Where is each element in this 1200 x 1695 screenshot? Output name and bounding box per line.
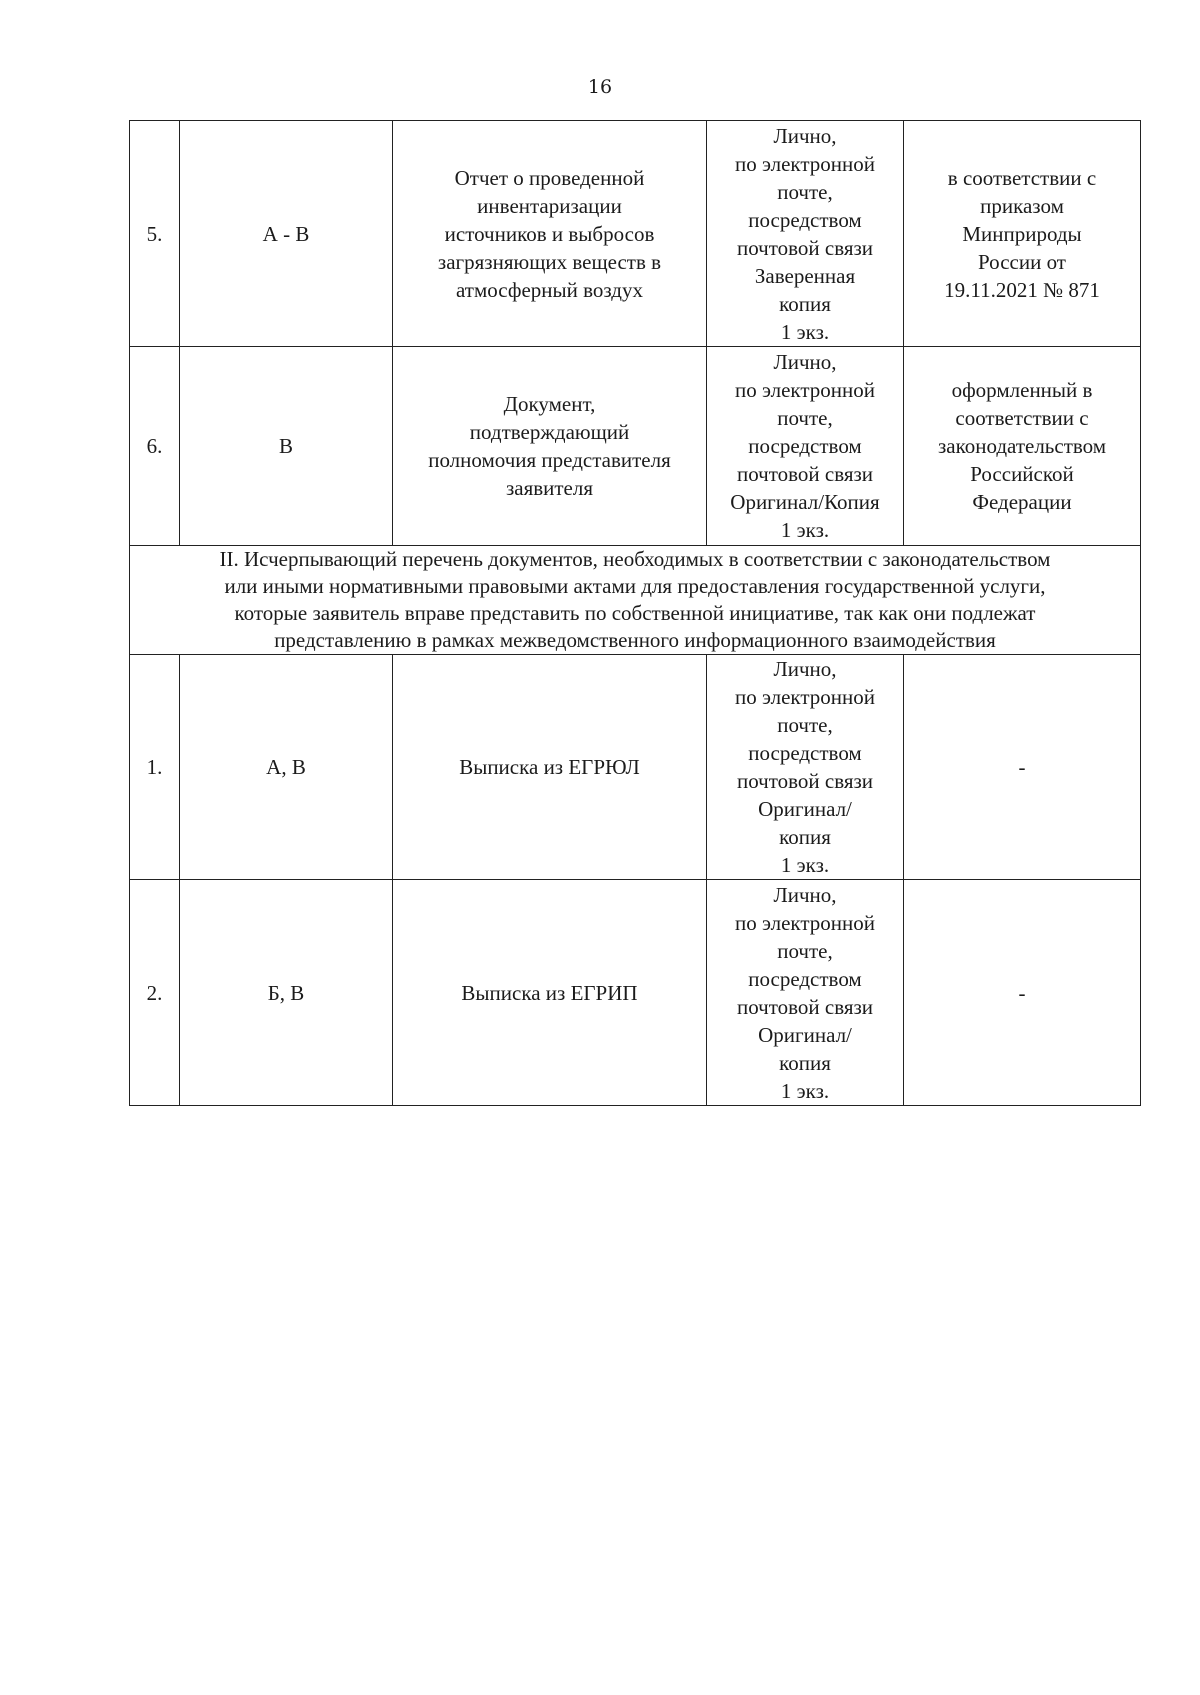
text-line: почтовой связи bbox=[736, 462, 874, 486]
text-line: Документ, bbox=[503, 392, 596, 416]
text-line: 1 экз. bbox=[780, 518, 830, 542]
text-line: посредством bbox=[748, 434, 862, 458]
submission-method bbox=[707, 347, 904, 546]
text-line: почтовой связи bbox=[736, 235, 874, 260]
document-name bbox=[393, 880, 707, 1106]
text-line: 1 экз. bbox=[780, 319, 830, 344]
text-line: копия bbox=[779, 291, 831, 316]
document-name bbox=[393, 347, 707, 546]
text-line: почте, bbox=[777, 713, 833, 737]
table-row bbox=[130, 347, 1141, 546]
text-line: Лично, bbox=[773, 350, 837, 374]
row-number: 5. bbox=[130, 121, 180, 347]
text-line: II. Исчерпывающий перечень документов, необходимых в соответствии с законодательством bbox=[219, 547, 1051, 571]
text-line: заявителя bbox=[505, 476, 594, 500]
text-line: представлению в рамках межведомственного информационного взаимодействия bbox=[274, 628, 996, 652]
text-line: копия bbox=[779, 825, 831, 849]
text-line: законодательством bbox=[937, 434, 1107, 458]
documents-table bbox=[129, 120, 1141, 1106]
text-line: - bbox=[1018, 980, 1026, 1005]
text-line: почтовой связи bbox=[736, 994, 874, 1019]
text-line: Российской bbox=[970, 462, 1074, 486]
text-line: в соответствии с bbox=[947, 165, 1097, 190]
applicant-category: В bbox=[180, 347, 393, 546]
table-row bbox=[130, 121, 1141, 347]
applicant-category: Б, В bbox=[180, 880, 393, 1106]
text-line: Оригинал/ bbox=[758, 797, 852, 821]
document-requirements bbox=[904, 880, 1141, 1106]
text-line: Выписка из ЕГРЮЛ bbox=[459, 755, 640, 779]
text-line: приказом bbox=[980, 193, 1064, 218]
text-line: по электронной bbox=[735, 378, 875, 402]
text-line: подтверждающий bbox=[469, 420, 630, 444]
text-line: источников и выбросов bbox=[444, 221, 655, 246]
document-requirements bbox=[904, 655, 1141, 880]
applicant-category: А, В bbox=[180, 655, 393, 880]
section-heading bbox=[130, 546, 1141, 655]
text-line: - bbox=[1018, 755, 1026, 779]
text-line: оформленный в bbox=[951, 378, 1093, 402]
text-line: соответствии с bbox=[955, 406, 1089, 430]
text-line: Выписка из ЕГРИП bbox=[461, 980, 638, 1005]
text-line: посредством bbox=[748, 207, 862, 232]
applicant-category: А - В bbox=[180, 121, 393, 347]
text-line: которые заявитель вправе представить по собственной инициативе, так как они подлежат bbox=[234, 601, 1036, 625]
text-line: по электронной bbox=[735, 685, 875, 709]
text-line: Минприроды bbox=[962, 221, 1082, 246]
table-row bbox=[130, 880, 1141, 1106]
text-line: Лично, bbox=[773, 657, 837, 681]
submission-method bbox=[707, 655, 904, 880]
text-line: почте, bbox=[777, 179, 833, 204]
section-row bbox=[130, 546, 1141, 655]
text-line: полномочия представителя bbox=[428, 448, 671, 472]
submission-method bbox=[707, 880, 904, 1106]
text-line: 1 экз. bbox=[780, 1078, 830, 1103]
table-row bbox=[130, 655, 1141, 880]
document-name bbox=[393, 121, 707, 347]
row-number: 2. bbox=[130, 880, 180, 1106]
text-line: Лично, bbox=[773, 882, 837, 907]
text-line: посредством bbox=[748, 966, 862, 991]
text-line: почтовой связи bbox=[736, 769, 874, 793]
text-line: 19.11.2021 № 871 bbox=[944, 277, 1100, 302]
document-name bbox=[393, 655, 707, 880]
document-requirements bbox=[904, 347, 1141, 546]
text-line: Оригинал/ bbox=[758, 1022, 852, 1047]
text-line: Отчет о проведенной bbox=[454, 165, 645, 190]
text-line: почте, bbox=[777, 938, 833, 963]
text-line: почте, bbox=[777, 406, 833, 430]
text-line: Федерации bbox=[972, 490, 1072, 514]
document-requirements bbox=[904, 121, 1141, 347]
text-line: 1 экз. bbox=[780, 853, 830, 877]
text-line: или иными нормативными правовыми актами для предоставления государственной услуги, bbox=[224, 574, 1046, 598]
text-line: по электронной bbox=[735, 910, 875, 935]
text-line: России от bbox=[978, 249, 1066, 274]
text-line: инвентаризации bbox=[477, 193, 622, 218]
row-number: 1. bbox=[130, 655, 180, 880]
text-line: атмосферный воздух bbox=[456, 277, 643, 302]
text-line: посредством bbox=[748, 741, 862, 765]
text-line: копия bbox=[779, 1050, 831, 1075]
submission-method bbox=[707, 121, 904, 347]
row-number: 6. bbox=[130, 347, 180, 546]
text-line: по электронной bbox=[735, 151, 875, 176]
text-line: загрязняющих веществ в bbox=[437, 249, 662, 274]
text-line: Лично, bbox=[773, 123, 837, 148]
text-line: Оригинал/Копия bbox=[730, 490, 880, 514]
page-number: 16 bbox=[587, 76, 613, 98]
text-line: Заверенная bbox=[754, 263, 856, 288]
